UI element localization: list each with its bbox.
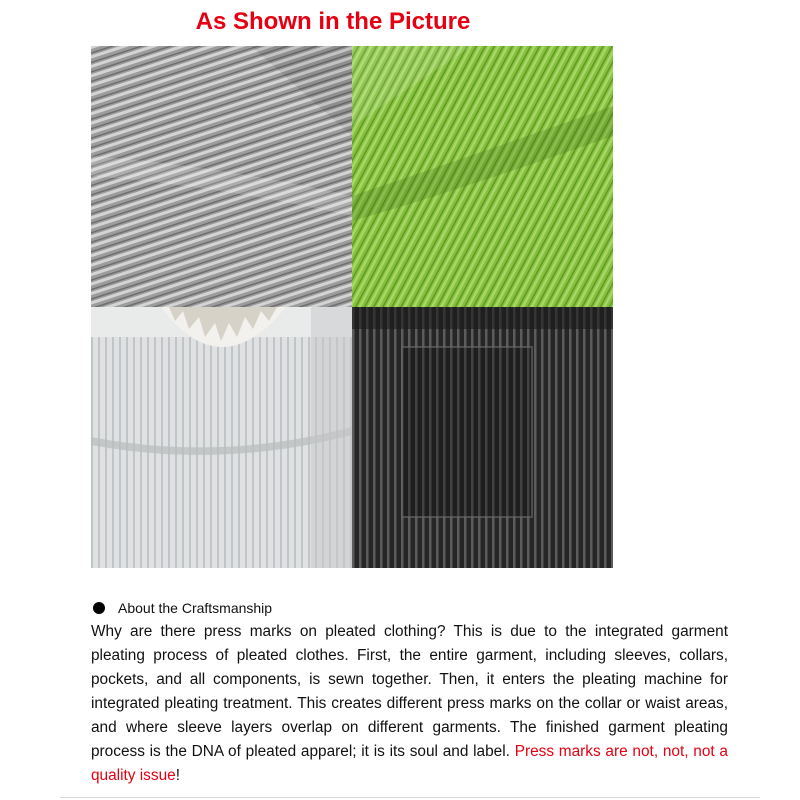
section-heading-line <box>93 598 272 618</box>
photo-black-fabric <box>352 307 613 568</box>
bullet-icon <box>93 602 105 614</box>
photo-gray-fabric <box>91 46 352 307</box>
section-body <box>91 620 728 788</box>
highlight-text: Press marks are not, not, not a quality issue <box>91 743 728 784</box>
page-title: As Shown in the Picture <box>195 8 471 35</box>
section-heading: About the Craftsmanship <box>118 600 273 616</box>
end-mark: ! <box>175 767 180 784</box>
body-text: Why are there press marks on pleated clothing? This is due to the integrated garment pleating process of pleated clothes. First, the entire garment, including sleeves, collars, pockets, and all components, is sewn together. Then, it enters the pleating machine for integrated pleating treatment. This creates different press marks on the collar or waist areas, and where sleeve layers overlap on different garments. The finished garment pleating process is the DNA of pleated apparel; it is its soul and label. <box>91 623 728 760</box>
photo-grid <box>91 46 613 568</box>
divider <box>60 797 760 798</box>
photo-green-fabric <box>352 46 613 307</box>
photo-white-top <box>91 307 352 568</box>
